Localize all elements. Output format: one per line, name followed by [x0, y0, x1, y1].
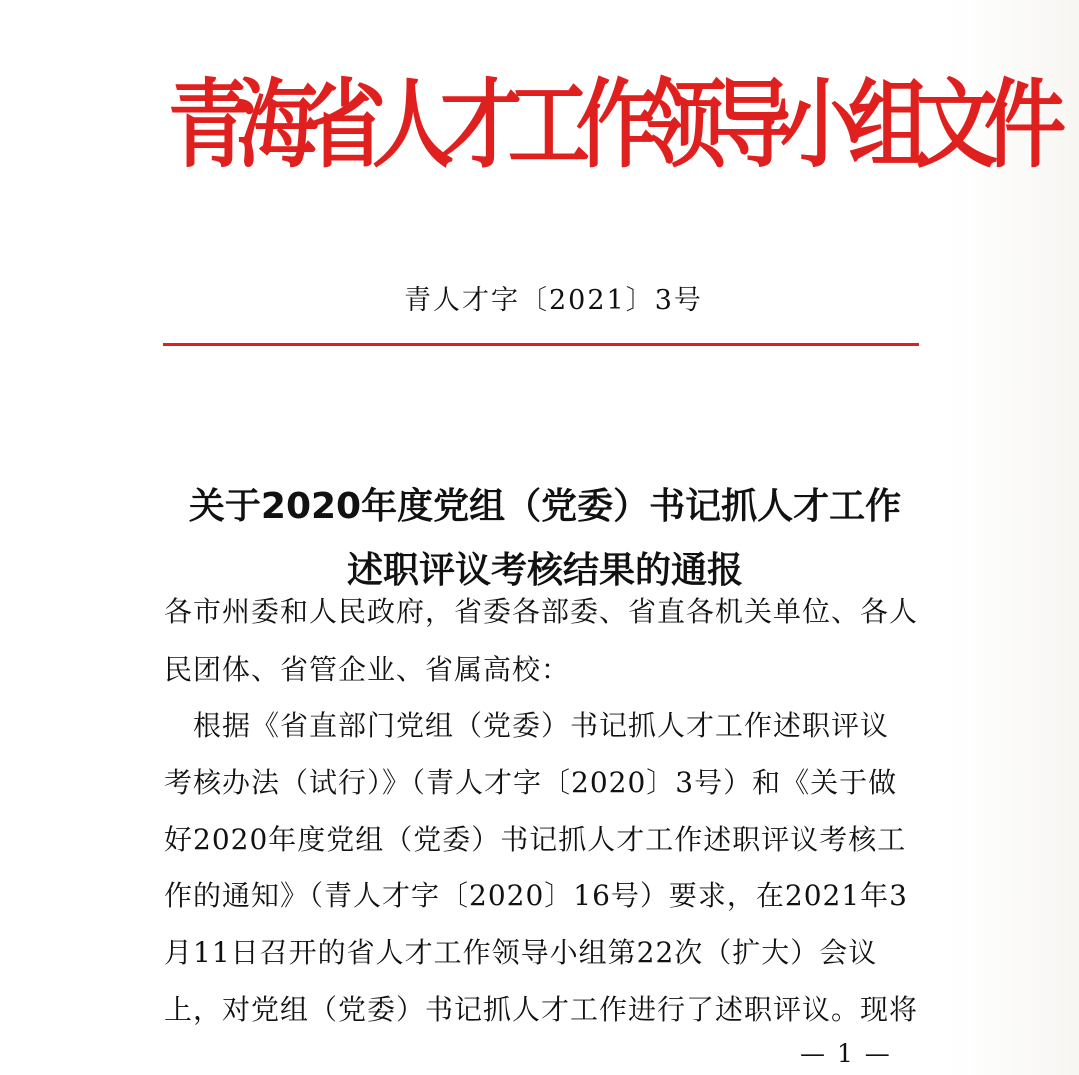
- notice-title-line-1: 关于2020年度党组（党委）书记抓人才工作: [188, 485, 902, 527]
- notice-title: [170, 475, 920, 603]
- body-text-line-3: 根据《省直部门党组（党委）书记抓人才工作述职评议: [164, 709, 890, 742]
- page-number: — 1 —: [800, 1039, 892, 1068]
- document-number: 青人才字〔2021〕3号: [404, 285, 703, 316]
- issuing-office-header: 青海省人才工作领导小组文件: [168, 70, 1053, 182]
- body-text-line-4: 考核办法（试行）》（青人才字〔2020〕3号）和《关于做: [164, 766, 898, 799]
- body-text-line-8: 上，对党组（党委）书记抓人才工作进行了述职评议。现将: [164, 993, 919, 1026]
- body-text-line-6: 作的通知》（青人才字〔2020〕16号）要求，在2021年3: [164, 879, 908, 912]
- red-separator-line: [163, 343, 919, 346]
- body-text-line-1: 各市州委和人民政府，省委各部委、省直各机关单位、各人: [164, 595, 919, 628]
- body-text-line-2: 民团体、省管企业、省属高校：: [164, 653, 571, 686]
- notice-title-line-2: 述职评议考核结果的通报: [346, 549, 743, 591]
- body-text-line-7: 月11日召开的省人才工作领导小组第22次（扩大）会议: [164, 936, 878, 969]
- body-text-line-5: 好2020年度党组（党委）书记抓人才工作述职评议考核工: [164, 823, 907, 856]
